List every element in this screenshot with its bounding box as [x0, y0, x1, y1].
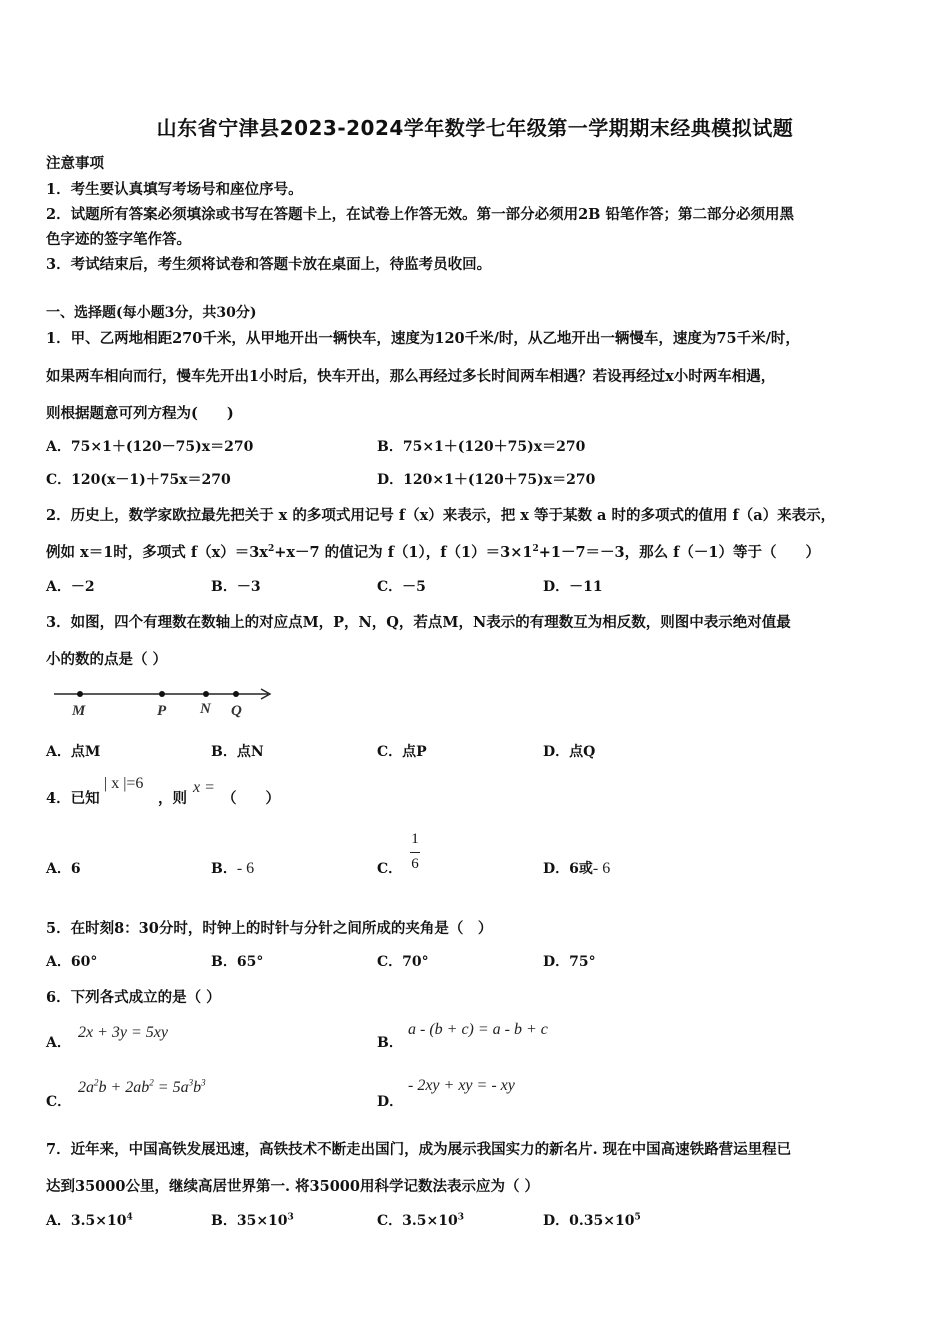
option-c[interactable]: C．70°	[377, 954, 429, 970]
option-b-expr: a - (b + c) = a - b + c	[408, 1021, 548, 1038]
option-c[interactable]: C．$3.5\times 10^3$	[377, 1212, 464, 1229]
point-q-dot	[233, 691, 239, 697]
option-b[interactable]: B．75×1＋(120＋75)x＝270	[377, 439, 586, 455]
option-a[interactable]: A．75×1＋(120－75)x＝270	[46, 439, 254, 455]
section-heading: 一、选择题(每小题3分，共30分)	[46, 305, 257, 321]
option-d[interactable]: D．6或- 6	[543, 860, 611, 877]
question-4-suffix: （ ）	[222, 790, 280, 807]
option-b[interactable]: B．点N	[211, 744, 264, 760]
option-c[interactable]: C．－5	[377, 579, 426, 595]
question-7-line: 达到35000公里，继续高居世界第一. 将35000用科学记数法表示应为（ ）	[46, 1178, 540, 1195]
option-b[interactable]: B．－3	[211, 579, 261, 595]
option-d[interactable]: D．120×1＋(120＋75)x＝270	[377, 472, 596, 488]
option-d-expr: - 2xy + xy = - xy	[408, 1077, 515, 1094]
option-a-expr: 2x + 3y = 5xy	[78, 1024, 168, 1041]
point-q-label: Q	[231, 703, 242, 719]
option-a[interactable]: A．$3.5\times 10^4$	[46, 1212, 133, 1229]
option-d[interactable]: D．－11	[543, 579, 603, 595]
option-d[interactable]: D．点Q	[543, 744, 596, 760]
option-a[interactable]: A．6	[46, 861, 81, 877]
question-7-line: 7．近年来，中国高铁发展迅速，高铁技术不断走出国门，成为展示我国实力的新名片. 现在中国高速铁路营运里程已	[46, 1141, 792, 1158]
option-c-expr: $2a^2b + 2ab^2 = 5a^3b^3$	[78, 1077, 206, 1096]
point-n-dot	[203, 691, 209, 697]
question-3-line: 小的数的点是（ ）	[46, 651, 168, 668]
question-4-prefix: 4．已知	[46, 790, 100, 807]
point-m-label: M	[72, 703, 86, 719]
option-b-label[interactable]: B．	[377, 1035, 403, 1051]
question-5-line: 5．在时刻8：30分时，时钟上的时针与分针之间所成的夹角是（ ）	[46, 920, 493, 937]
option-a-label[interactable]: A．	[46, 1035, 71, 1051]
notice-item: 2．试题所有答案必须填涂或书写在答题卡上，在试卷上作答无效。第一部分必须用2B 铅笔作答；第二部分必须用黑	[46, 206, 794, 223]
question-6-line: 6．下列各式成立的是（ ）	[46, 989, 221, 1006]
option-a[interactable]: A．－2	[46, 579, 95, 595]
point-n-label: N	[200, 701, 211, 717]
option-c[interactable]: C．点P	[377, 744, 427, 760]
question-3-line: 3．如图，四个有理数在数轴上的对应点M，P，N，Q，若点M，N表示的有理数互为相反数，则图中表示绝对值最	[46, 614, 791, 631]
question-4-x-expr: x =	[193, 779, 215, 796]
notice-heading: 注意事项	[46, 155, 104, 172]
point-p-label: P	[157, 703, 167, 719]
option-d-label[interactable]: D．	[377, 1094, 404, 1110]
question-1-line: 如果两车相向而行，慢车先开出1小时后，快车开出，那么再经过多长时间两车相遇？若设再经过x小时两车相遇，	[46, 368, 776, 385]
number-line-figure	[50, 682, 280, 722]
question-1-line: 则根据题意可列方程为( )	[46, 405, 234, 422]
fraction-denominator: 6	[411, 856, 419, 872]
question-4-abs-expr: | x |=6	[104, 775, 144, 792]
question-2-line: 例如 x＝1时，多项式 $f(x)=3x^2+x-7$ 的值记为 f（1），$f(1)=3\times 1^2+1-7=-3$，那么 f（－1）等于（ ）	[46, 544, 820, 561]
option-c[interactable]: C．120(x－1)＋75x＝270	[46, 472, 231, 488]
fraction-numerator: 1	[411, 831, 419, 847]
option-a[interactable]: A．点M	[46, 744, 101, 760]
option-b[interactable]: B．65°	[211, 954, 264, 970]
option-d[interactable]: D．$0.35\times 10^5$	[543, 1212, 641, 1229]
point-p-dot	[159, 691, 165, 697]
question-1-line: 1．甲、乙两地相距270千米，从甲地开出一辆快车，速度为120千米/时，从乙地开出一辆慢车，速度为75千米/时，	[46, 330, 800, 347]
option-b[interactable]: B．- 6	[211, 860, 255, 877]
question-2-line: 2．历史上，数学家欧拉最先把关于 x 的多项式用记号 f（x）来表示，把 x 等于某数 a 时的多项式的值用 f（a）来表示，	[46, 507, 836, 524]
option-c-label[interactable]: C．	[46, 1094, 72, 1110]
page-title: 山东省宁津县2023-2024学年数学七年级第一学期期末经典模拟试题	[156, 116, 794, 140]
option-a[interactable]: A．60°	[46, 954, 98, 970]
point-m-dot	[77, 691, 83, 697]
option-c[interactable]: C．	[377, 861, 403, 877]
option-b[interactable]: B．$35\times 10^3$	[211, 1212, 294, 1229]
question-4-mid: ，则	[158, 790, 187, 807]
option-d[interactable]: D．75°	[543, 954, 596, 970]
notice-item: 1．考生要认真填写考场号和座位序号。	[46, 181, 303, 198]
fraction-bar	[410, 852, 420, 853]
notice-item: 3．考试结束后，考生须将试卷和答题卡放在桌面上，待监考员收回。	[46, 256, 492, 273]
notice-item: 色字迹的签字笔作答。	[46, 231, 191, 248]
